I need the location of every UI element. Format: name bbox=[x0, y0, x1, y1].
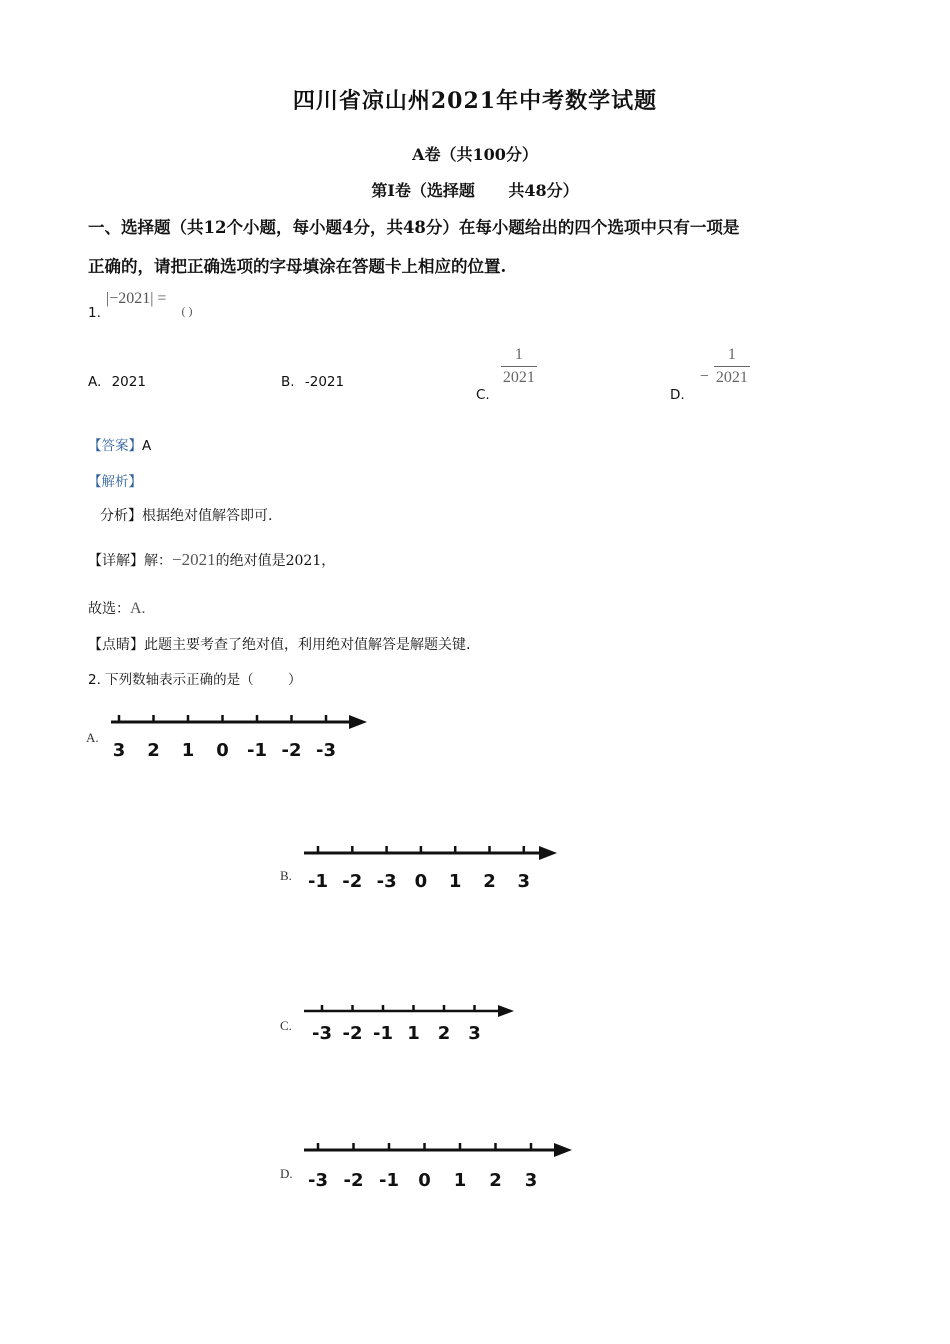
tick-label: 0 bbox=[414, 871, 428, 892]
tick-label: -3 bbox=[308, 1170, 328, 1191]
abs-value-expression: |−2021| = bbox=[105, 290, 167, 307]
tick-label: 3 bbox=[468, 1023, 481, 1044]
detail-expression: −2021 bbox=[172, 550, 216, 569]
answer-line bbox=[88, 434, 151, 454]
tick-label: 1 bbox=[181, 740, 195, 761]
tick-label: -2 bbox=[343, 1170, 364, 1191]
option-b-label-q2: B. bbox=[280, 868, 292, 883]
option-a-label-q2: A. bbox=[86, 730, 99, 745]
number-line-a bbox=[105, 706, 375, 768]
option-d-fraction bbox=[714, 346, 750, 387]
option-c bbox=[476, 346, 537, 403]
option-d-label: D. bbox=[670, 387, 685, 403]
section-instruction-line1: 一、选择题（共12个小题，每小题4分，共48分）在每小题给出的四个选项中只有一项是 bbox=[88, 218, 740, 237]
tick-label: 2 bbox=[489, 1170, 502, 1191]
number-line-c bbox=[300, 997, 525, 1049]
choose-prefix: 故选： bbox=[88, 601, 130, 617]
option-c-fraction bbox=[501, 346, 537, 387]
tick-label: 2 bbox=[483, 871, 496, 892]
analysis-tag: 【解析】 bbox=[88, 474, 142, 490]
tick-label: 1 bbox=[453, 1170, 467, 1191]
option-c-numerator: 1 bbox=[514, 346, 523, 363]
tick-label: -1 bbox=[308, 871, 328, 892]
option-d-label-q2: D. bbox=[280, 1166, 293, 1181]
tick-label: -1 bbox=[373, 1023, 393, 1044]
detail-suffix: 的绝对值是2021， bbox=[215, 553, 336, 569]
comment-text: 此题主要考查了绝对值，利用绝对值解答是解题关键. bbox=[144, 637, 471, 653]
choose-line bbox=[88, 598, 146, 618]
option-b bbox=[281, 374, 344, 390]
tick-label: -3 bbox=[312, 1023, 332, 1044]
number-line-b bbox=[300, 837, 565, 899]
tick-label: 0 bbox=[418, 1170, 431, 1191]
choose-value: A. bbox=[130, 600, 146, 617]
tick-label: 1 bbox=[407, 1023, 420, 1044]
tick-label: -2 bbox=[342, 871, 363, 892]
tick-label: -1 bbox=[247, 740, 267, 761]
detail-line bbox=[88, 550, 335, 570]
tick-label: -1 bbox=[379, 1170, 399, 1191]
tick-label: 1 bbox=[448, 871, 462, 892]
tick-label: 3 bbox=[517, 871, 531, 892]
part-one-heading: 第I卷（选择题 共48分） bbox=[371, 181, 579, 200]
tick-label: 2 bbox=[147, 740, 160, 761]
option-c-denominator: 2021 bbox=[501, 366, 537, 387]
detail-prefix: 解： bbox=[144, 553, 172, 569]
question-1-stem bbox=[88, 288, 193, 321]
tick-label: -3 bbox=[316, 740, 336, 761]
answer-parentheses: ( ) bbox=[181, 304, 193, 318]
tick-label: -2 bbox=[281, 740, 302, 761]
option-a bbox=[88, 374, 146, 390]
option-a-label: A. bbox=[88, 374, 102, 390]
option-d-numerator: 1 bbox=[727, 346, 736, 363]
comment-tag: 【点睛】 bbox=[88, 637, 144, 653]
option-c-label-q2: C. bbox=[280, 1018, 292, 1033]
tick-label: 3 bbox=[112, 740, 126, 761]
tick-label: -3 bbox=[376, 871, 397, 892]
volume-a-heading: A卷（共100分） bbox=[412, 145, 538, 164]
option-d-sign: − bbox=[699, 368, 709, 385]
analysis-summary: 分析】根据绝对值解答即可. bbox=[100, 508, 273, 524]
page-title: 四川省凉山州2021年中考数学试题 bbox=[292, 88, 658, 114]
tick-label: 0 bbox=[216, 740, 229, 761]
section-instruction-line2: 正确的，请把正确选项的字母填涂在答题卡上相应的位置. bbox=[88, 257, 507, 276]
question-2-stem: 2. 下列数轴表示正确的是（ ） bbox=[88, 672, 302, 688]
option-b-label: B. bbox=[281, 374, 295, 390]
answer-tag: 【答案】 bbox=[88, 438, 142, 454]
question-number: 1. bbox=[88, 305, 101, 321]
tick-label: 2 bbox=[437, 1023, 451, 1044]
option-d bbox=[670, 346, 750, 403]
comment-line bbox=[88, 634, 470, 654]
tick-label: 3 bbox=[524, 1170, 538, 1191]
option-d-denominator: 2021 bbox=[714, 366, 750, 387]
number-line-d bbox=[300, 1134, 580, 1196]
tick-label: -2 bbox=[342, 1023, 363, 1044]
option-b-value: -2021 bbox=[304, 374, 345, 390]
option-c-label: C. bbox=[476, 387, 490, 403]
answer-value: A bbox=[142, 438, 152, 454]
detail-tag: 【详解】 bbox=[88, 553, 144, 569]
option-a-value: 2021 bbox=[111, 374, 146, 390]
